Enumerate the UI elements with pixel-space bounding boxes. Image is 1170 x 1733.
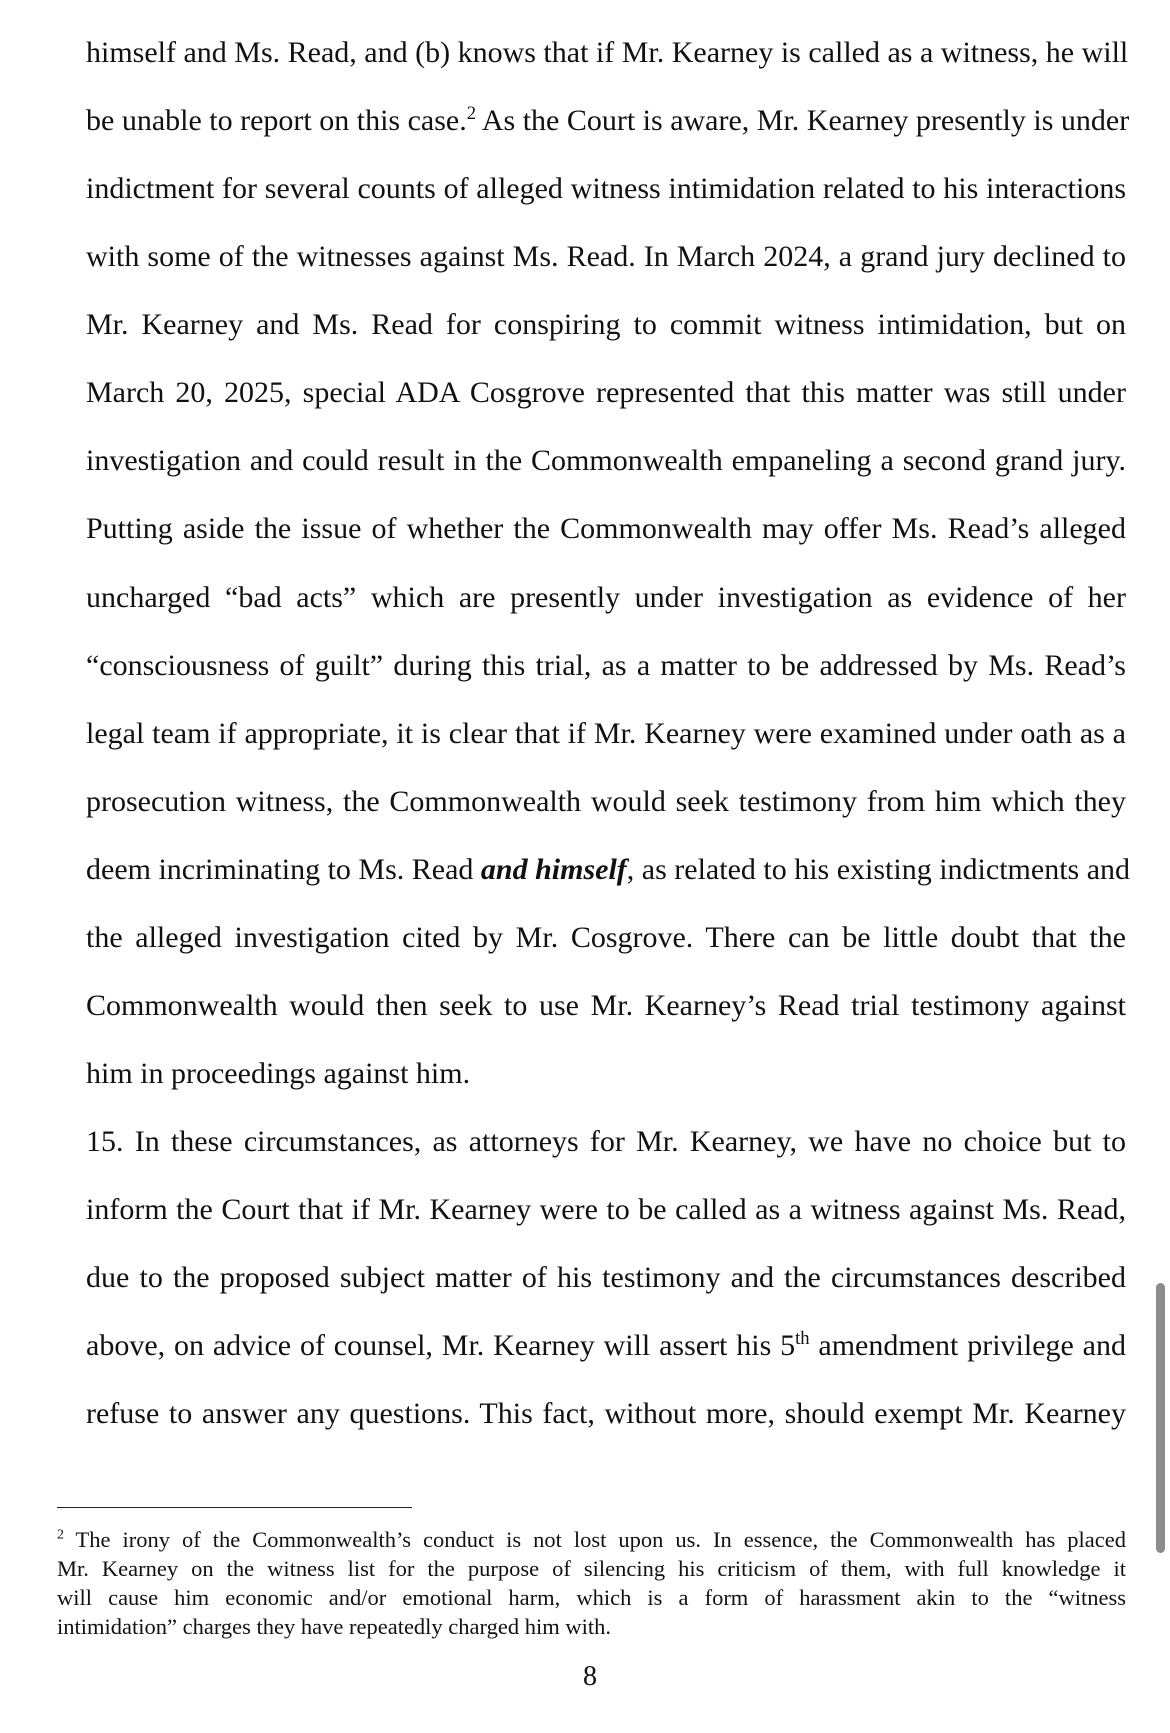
text-run: , as related to his existing indictments and — [626, 853, 1131, 886]
body-line: due to the proposed subject matter of his testimony and the circumstances described — [86, 1261, 1126, 1294]
footnote-line: Mr. Kearney on the witness list for the purpose of silencing his criticism of them, with full knowledge it — [57, 1556, 1126, 1581]
page-number: 8 — [583, 1661, 597, 1692]
body-line — [86, 1328, 1126, 1364]
emphasized-text: and himself — [480, 853, 627, 886]
footnote-line — [57, 1526, 1126, 1554]
text-run: amendment privilege and — [809, 1329, 1126, 1362]
text-run: The irony of the Commonwealth’s conduct is not lost upon us. In essence, the Commonwealth has placed — [63, 1527, 1126, 1552]
body-line: legal team if appropriate, it is clear that if Mr. Kearney were examined under oath as a — [86, 717, 1126, 750]
body-line: him in proceedings against him. — [86, 1057, 471, 1090]
paragraph-15-start: 15. In these circumstances, as attorneys for Mr. Kearney, we have no choice but to — [86, 1125, 1126, 1158]
body-line: uncharged “bad acts” which are presently under investigation as evidence of her — [86, 581, 1126, 614]
body-line: Commonwealth would then seek to use Mr. Kearney’s Read trial testimony against — [86, 989, 1126, 1022]
footnote-divider — [57, 1507, 412, 1508]
body-line — [86, 852, 1131, 888]
body-line: inform the Court that if Mr. Kearney were to be called as a witness against Ms. Read, — [86, 1193, 1126, 1226]
body-line — [86, 103, 1130, 139]
body-line: “consciousness of guilt” during this trial, as a matter to be addressed by Ms. Read’s — [86, 649, 1126, 682]
body-line: the alleged investigation cited by Mr. Cosgrove. There can be little doubt that the — [86, 921, 1126, 954]
footnote-line: intimidation” charges they have repeatedly charged him with. — [57, 1614, 611, 1639]
body-line: refuse to answer any questions. This fact, without more, should exempt Mr. Kearney — [86, 1397, 1126, 1430]
body-line: Putting aside the issue of whether the Commonwealth may offer Ms. Read’s alleged — [86, 512, 1126, 545]
body-line: himself and Ms. Read, and (b) knows that if Mr. Kearney is called as a witness, he will — [86, 36, 1129, 69]
scrollbar-thumb[interactable] — [1156, 1283, 1165, 1553]
body-line: March 20, 2025, special ADA Cosgrove represented that this matter was still under — [86, 376, 1126, 409]
text-run: be unable to report on this case. — [86, 104, 467, 137]
footnote-marker: 2 — [57, 1527, 64, 1543]
text-run: above, on advice of counsel, Mr. Kearney will assert his 5 — [86, 1329, 796, 1362]
body-line: with some of the witnesses against Ms. Read. In March 2024, a grand jury declined to — [86, 240, 1126, 273]
footnote-reference[interactable]: 2 — [466, 103, 477, 124]
text-run: deem incriminating to Ms. Read — [86, 853, 481, 886]
superscript: th — [795, 1328, 810, 1349]
body-line: Mr. Kearney and Ms. Read for conspiring to commit witness intimidation, but on — [86, 308, 1126, 341]
body-line: investigation and could result in the Commonwealth empaneling a second grand jury. — [86, 444, 1126, 477]
body-line: prosecution witness, the Commonwealth would seek testimony from him which they — [86, 785, 1126, 818]
text-run: As the Court is aware, Mr. Kearney presently is under — [476, 104, 1130, 137]
body-line: indictment for several counts of alleged witness intimidation related to his interactions — [86, 172, 1126, 205]
footnote-line: will cause him economic and/or emotional harm, which is a form of harassment akin to the “witness — [57, 1585, 1126, 1610]
